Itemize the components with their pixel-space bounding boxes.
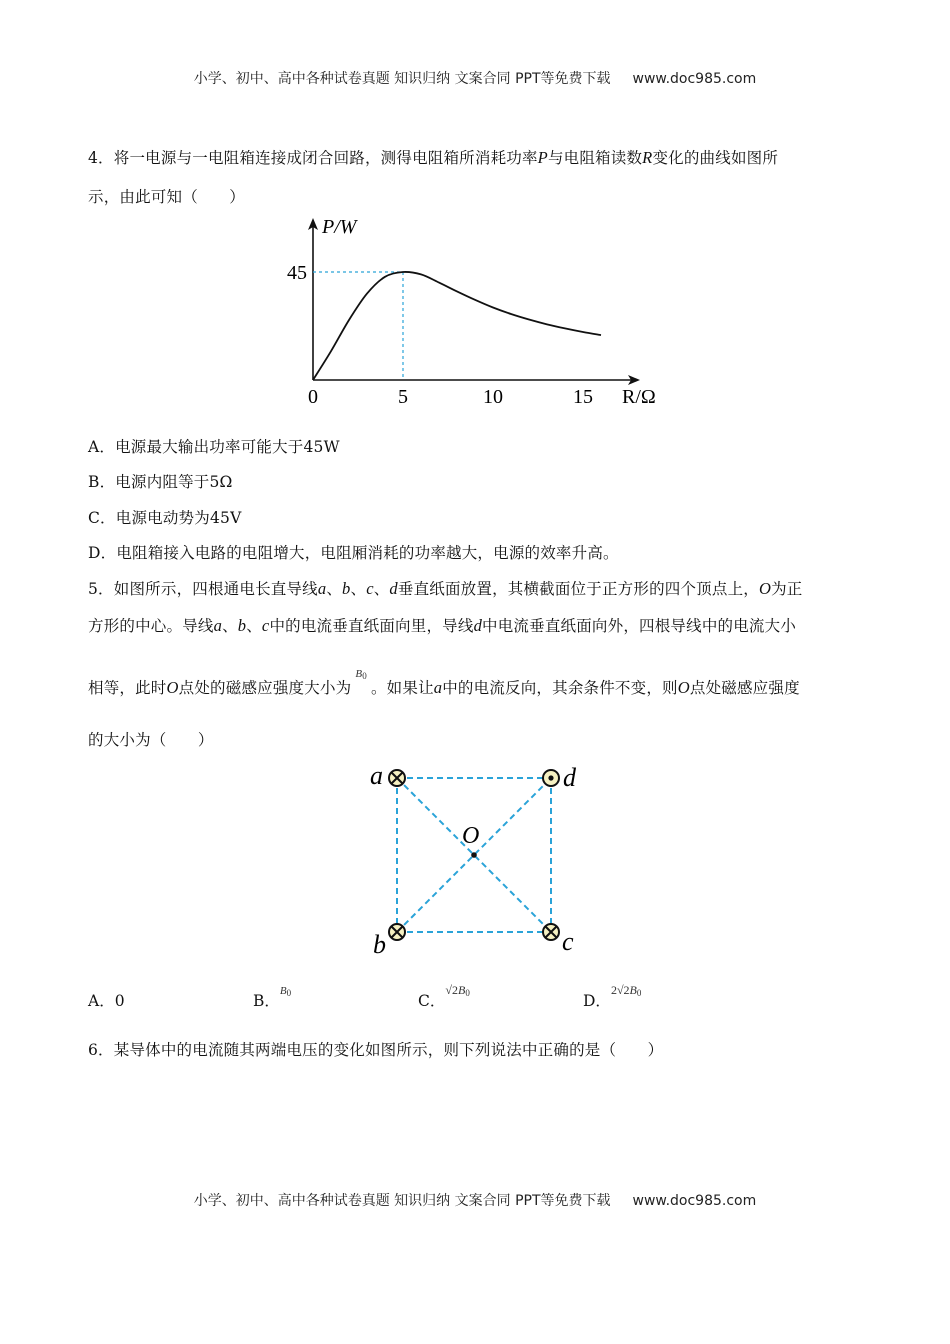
x-tick-label: 15 [573, 386, 593, 408]
q4-var-r: R [642, 148, 653, 167]
q5-text: 垂直纸面放置，其横截面位于正方形的四个顶点上， [397, 580, 759, 598]
q5-text: 中电流垂直纸面向外，四根导线中的电流大小 [482, 617, 797, 635]
q5-option-d-value: 2√2B0 [610, 983, 642, 998]
q4-option-d: D．电阻箱接入电路的电阻增大，电阻厢消耗的功率越大，电源的效率升高。 [88, 544, 619, 562]
x-tick-label: 5 [398, 386, 408, 408]
q5-text: 点处的磁感应强度大小为 [178, 679, 352, 697]
q4-text: 变化的曲线如图所 [652, 149, 779, 167]
q5-var-c: c [261, 616, 270, 635]
q5-text: 。如果让 [370, 679, 434, 697]
q5-var-b: b [237, 616, 247, 635]
q5-option-d [583, 983, 642, 1011]
label-o: O [462, 823, 480, 849]
wire-d-out-of-page-icon [543, 770, 559, 786]
q4-text: 将一电源与一电阻箱连接成闭合回路，测得电阻箱所消耗功率 [113, 149, 538, 167]
page-footer [0, 1190, 950, 1210]
wire-c-into-page-icon [543, 924, 559, 940]
q4-option-b: B．电源内阻等于5Ω [88, 473, 233, 491]
q5-sep: 、 [373, 580, 390, 598]
label-b: b [373, 930, 386, 959]
x-tick-label: 0 [308, 386, 318, 408]
wire-a-into-page-icon [389, 770, 405, 786]
q4-option-a: A．电源最大输出功率可能大于45W [88, 438, 340, 456]
q5-option-b-letter: B． [253, 992, 280, 1010]
wire-b-into-page-icon [389, 924, 405, 940]
q5-option-c [418, 983, 470, 1011]
footer-text: 小学、初中、高中各种试卷真题 知识归纳 文案合同 PPT等免费下载 [193, 1193, 611, 1209]
power-resistance-chart [270, 208, 680, 413]
q5-var-o: O [758, 579, 772, 598]
q5-text: 如图所示，四根通电长直导线 [113, 580, 318, 598]
q5-sep: 、 [350, 580, 367, 598]
q5-option-d-letter: D． [583, 992, 611, 1010]
q5-option-c-letter: C． [418, 992, 446, 1010]
b0-symbol: B0 [355, 668, 367, 681]
q5-sep: 、 [326, 580, 343, 598]
q5-var-o: O [677, 678, 690, 697]
q5-sep: 、 [222, 617, 238, 635]
q5-sep: 、 [246, 617, 262, 635]
q5-line1 [88, 577, 803, 599]
q5-line2 [88, 614, 796, 636]
q5-text: 为正 [771, 580, 803, 598]
q5-text: 中的电流垂直纸面向里，导线 [269, 617, 474, 635]
q5-var-d: d [389, 579, 398, 598]
q5-option-a: A．0 [88, 992, 125, 1010]
x-tick-label: 10 [483, 386, 503, 408]
header-site[interactable]: www.doc985.com [632, 71, 757, 87]
q5-var-d: d [473, 616, 483, 635]
power-curve [313, 272, 601, 380]
q4-number: 4． [88, 149, 114, 167]
q5-line3 [88, 668, 800, 698]
q4-var-p: P [537, 148, 548, 167]
q5-var-a: a [433, 678, 443, 697]
q5-line4: 的大小为（ ） [88, 731, 214, 749]
q4-line1 [88, 146, 778, 168]
q5-number: 5． [88, 580, 114, 598]
q5-text: 方形的中心。导线 [88, 617, 214, 635]
label-d: d [563, 763, 576, 792]
q5-var-b: b [342, 579, 351, 598]
q5-text: 点处磁感应强度 [689, 679, 800, 697]
q5-option-c-value: √2B0 [445, 983, 470, 998]
q5-var-a: a [317, 579, 327, 598]
wires-square-diagram [360, 760, 600, 960]
label-c: c [562, 927, 574, 956]
header-text: 小学、初中、高中各种试卷真题 知识归纳 文案合同 PPT等免费下载 [193, 71, 611, 87]
q5-var-a: a [213, 616, 223, 635]
center-point-o [471, 852, 477, 858]
q6-line: 6．某导体中的电流随其两端电压的变化如图所示，则下列说法中正确的是（ ） [88, 1041, 664, 1059]
x-axis-label: R/Ω [622, 386, 656, 408]
q4-option-c: C．电源电动势为45V [88, 509, 242, 527]
q4-line2: 示，由此可知（ ） [88, 188, 246, 206]
footer-site[interactable]: www.doc985.com [632, 1193, 757, 1209]
q5-var-o: O [166, 678, 179, 697]
q5-option-b [253, 985, 292, 1011]
q5-text: 中的电流反向，其余条件不变，则 [442, 679, 678, 697]
q5-text: 相等，此时 [88, 679, 167, 697]
q4-text: 与电阻箱读数 [547, 149, 643, 167]
q5-option-b-value: B0 [279, 985, 292, 998]
y-tick-label: 45 [287, 262, 307, 284]
y-axis-label: P/W [322, 216, 357, 238]
page-header [0, 68, 950, 88]
q5-var-c: c [366, 579, 374, 598]
label-a: a [370, 761, 383, 790]
